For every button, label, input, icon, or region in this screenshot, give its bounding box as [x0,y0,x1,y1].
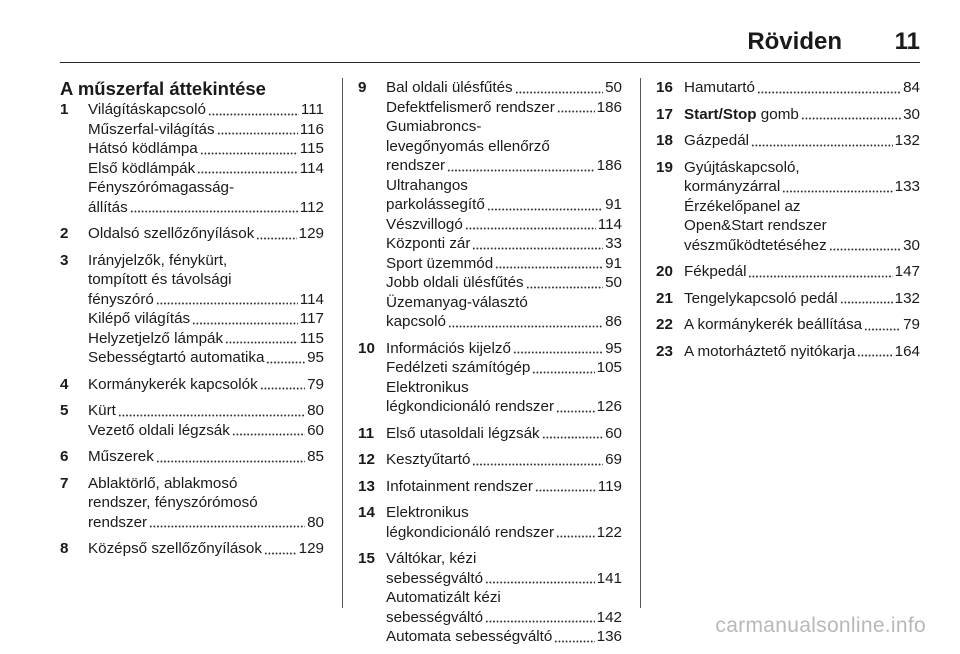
column-divider [342,78,343,608]
page-reference: 115 [299,140,324,157]
entry-line [386,78,622,98]
page-reference: 86 [605,313,622,330]
leader-dots [232,426,305,436]
column-3 [656,78,920,368]
entry-line [88,251,324,271]
leader-dots [130,203,298,213]
entry-text: Helyzetjelző lámpák [88,329,224,347]
entry-number: 17 [656,105,673,123]
entry-text: Bal oldali ülésfűtés [386,79,513,96]
index-entry-8 [60,539,324,559]
page-reference: 142 [596,608,622,626]
entry-line [88,421,324,441]
page-reference: 119 [597,477,622,495]
page-reference: 80 [307,513,324,531]
leader-dots [217,125,298,135]
entry-text-bold: Start/Stop [684,105,757,123]
leader-dots [266,354,305,364]
entry-line [684,236,920,256]
entry-lines [684,262,920,282]
entry-text [684,105,799,125]
entry-number: 3 [60,251,69,269]
entry-number: 2 [60,225,69,242]
entry-text: légkondicionáló rendszer [386,523,555,541]
page-reference: 114 [299,290,324,308]
entry-line [386,273,622,293]
page-reference: 116 [299,120,324,138]
entry-line [684,342,920,362]
page-reference: 95 [605,339,622,357]
index-entry-15 [358,549,622,647]
index-entry-5 [60,401,324,440]
leader-dots [447,162,595,172]
entry-lines [386,450,622,470]
entry-line [88,224,324,244]
page-reference: 84 [903,79,920,96]
entry-text: Open&Start rendszer [684,217,827,234]
entry-text: Váltókar, kézi [386,550,477,567]
entry-lines [386,549,622,647]
entry-text: Irányjelzők, fénykürt, [88,251,228,269]
index-entry-4 [60,375,324,395]
entry-line [386,450,622,470]
entry-text: Vészvillogó [386,215,463,233]
index-entry-10 [358,339,622,417]
page-reference: 186 [596,157,622,174]
leader-dots [829,241,901,251]
index-entry-6 [60,447,324,467]
entry-text: Műszerfal-világítás [88,120,215,138]
entry-number: 9 [358,79,367,96]
page-reference: 129 [298,225,324,242]
page-reference: 186 [596,98,622,116]
entry-text: Elektronikus [386,378,469,396]
entry-text: A kormánykerék beállítása [684,316,863,333]
entry-text: tompított és távolsági [88,271,232,288]
entry-line [386,176,622,196]
entry-number: 20 [656,263,673,280]
leader-dots [448,318,603,328]
entry-text: A motorháztető nyitókarja [684,342,856,360]
entry-line [88,474,324,494]
entry-text: vészműködtetéséhez [684,236,827,254]
entry-text: Középső szellőzőnyílások [88,540,262,557]
leader-dots [260,380,305,390]
leader-dots [532,364,594,374]
entry-line [386,549,622,569]
entry-number: 8 [60,540,69,557]
page-reference: 85 [307,448,324,465]
index-entry-22 [656,315,920,335]
index-entry-21 [656,289,920,309]
entry-text: parkolássegítő [386,196,485,213]
entry-lines [684,342,920,362]
entry-text: sebességváltó [386,608,484,626]
leader-dots [801,110,901,120]
entry-line [386,424,622,444]
page-reference: 80 [307,402,324,419]
entry-line [684,158,920,178]
page-reference: 60 [307,421,324,439]
index-entry-11 [358,424,622,444]
leader-dots [748,268,892,278]
leader-dots [857,347,892,357]
entry-number: 21 [656,289,673,307]
entry-line [386,503,622,523]
leader-dots [556,528,595,538]
entry-number: 10 [358,339,375,357]
entry-text: légkondicionáló rendszer [386,398,555,415]
entry-text: Világításkapcsoló [88,101,206,118]
leader-dots [864,321,901,331]
leader-dots [208,106,299,116]
leader-dots [556,403,595,413]
watermark: carmanualsonline.info [715,614,926,637]
page-reference: 133 [894,178,920,195]
entry-line [88,100,324,120]
leader-dots [751,137,893,147]
page-reference: 136 [596,628,622,645]
leader-dots [526,279,603,289]
entry-line [386,98,622,118]
entry-line [684,78,920,98]
entry-text: Kilépő világítás [88,310,191,327]
index-entry-18 [656,131,920,151]
entry-number: 18 [656,132,673,149]
entry-text: Sebességtartó automatika [88,349,265,366]
page-reference: 147 [894,263,920,280]
page-reference: 114 [299,159,324,177]
entry-text: Jobb oldali ülésfűtés [386,274,524,291]
page-reference: 115 [299,329,324,347]
entry-lines [386,78,622,332]
column-2 [358,78,622,654]
entry-lines [684,105,920,125]
index-entry-9 [358,78,622,332]
page-reference: 91 [605,254,622,272]
entry-text: Gázpedál [684,132,750,149]
leader-dots [197,164,298,174]
entry-number: 22 [656,316,673,333]
entry-text: Kormánykerék kapcsolók [88,375,258,393]
index-entry-3 [60,251,324,368]
entry-number: 12 [358,451,375,468]
leader-dots [465,220,596,230]
entry-line [88,513,324,533]
entry-line [88,270,324,290]
entry-text: Sport üzemmód [386,254,494,272]
page-reference: 129 [298,540,324,557]
leader-dots [757,84,901,94]
entry-line [684,262,920,282]
entry-text: Üzemanyag-választó [386,293,528,311]
index-entry-13 [358,477,622,497]
page-reference: 141 [596,569,622,587]
entry-line [684,315,920,335]
column-1 [60,78,324,566]
leader-dots [472,456,603,466]
entry-line [386,523,622,543]
index-entry-23 [656,342,920,362]
entry-lines [386,503,622,542]
leader-dots [472,240,603,250]
entry-number: 13 [358,477,375,495]
entry-lines [386,477,622,497]
entry-line [684,216,920,236]
page-reference: 164 [894,342,920,360]
entry-lines [88,251,324,368]
page-header-title: Röviden [747,28,842,55]
entry-lines [684,78,920,98]
entry-lines [88,375,324,395]
entry-lines [88,447,324,467]
entry-line [88,309,324,329]
page-reference: 30 [903,105,920,123]
entry-line [684,289,920,309]
entry-text: Műszerek [88,448,154,465]
entry-text: Defektfelismerő rendszer [386,98,555,116]
entry-text: Oldalsó szellőzőnyílások [88,225,255,242]
page-reference: 50 [605,274,622,291]
page-header [60,14,920,63]
entry-line [386,195,622,215]
entry-line [386,312,622,332]
leader-dots [495,259,603,269]
leader-dots [557,103,595,113]
leader-dots [156,295,298,305]
page-reference: 122 [596,523,622,541]
entry-lines [88,100,324,217]
entry-number: 7 [60,474,69,492]
entry-lines [88,539,324,559]
entry-line [684,197,920,217]
entry-line [386,378,622,398]
index-entry-1 [60,100,324,217]
entry-line [88,159,324,179]
leader-dots [782,183,892,193]
entry-line [386,397,622,417]
leader-dots [485,574,595,584]
entry-number: 5 [60,402,69,419]
index-entry-14 [358,503,622,542]
entry-line [88,329,324,349]
entry-line [386,293,622,313]
entry-lines [88,224,324,244]
entry-lines [684,158,920,256]
leader-dots [515,84,603,94]
entry-lines [88,474,324,533]
entry-text: Fékpedál [684,263,747,280]
entry-line [386,339,622,359]
leader-dots [542,429,603,439]
entry-line [386,156,622,176]
entry-line [88,401,324,421]
entry-number: 4 [60,375,69,393]
leader-dots [840,294,893,304]
page-reference: 95 [307,349,324,366]
entry-line [386,117,622,137]
entry-text: Gumiabroncs- [386,118,482,135]
leader-dots [535,482,596,492]
entry-text: rendszer [386,157,446,174]
leader-dots [200,145,298,155]
entry-text: Ultrahangos [386,176,468,194]
section-title: A műszerfal áttekintése [60,78,266,99]
entry-line [386,588,622,608]
entry-line [386,569,622,589]
page-reference: 30 [903,236,920,254]
entry-lines [386,424,622,444]
page-number: 11 [894,28,920,55]
page-reference: 126 [596,398,622,415]
page-reference: 132 [894,132,920,149]
entry-line [88,139,324,159]
entry-number: 11 [358,424,375,442]
entry-text: Hátsó ködlámpa [88,140,198,157]
page-reference: 91 [605,196,622,213]
leader-dots [118,407,305,417]
entry-text: Kesztyűtartó [386,451,471,468]
entry-line [386,215,622,235]
page-reference: 50 [605,79,622,96]
page-reference: 132 [894,289,920,307]
entry-text: sebességváltó [386,569,484,587]
entry-text: kapcsoló [386,313,446,330]
entry-line [88,198,324,218]
page-reference: 79 [307,375,324,393]
entry-number: 15 [358,550,375,567]
entry-number: 1 [60,101,69,118]
entry-text: Gyújtáskapcsoló, [684,158,800,176]
entry-lines [386,339,622,417]
entry-line [88,539,324,559]
entry-line [386,358,622,378]
entry-text: Infotainment rendszer [386,477,533,495]
leader-dots [513,344,603,354]
entry-text: Kürt [88,402,116,419]
entry-line [386,627,622,647]
entry-text: Ablaktörlő, ablakmosó [88,474,238,492]
entry-number: 6 [60,448,69,465]
entry-line [88,375,324,395]
leader-dots [156,453,305,463]
page-reference: 33 [605,235,622,252]
leader-dots [256,230,296,240]
entry-text: Fényszórómagasság- [88,179,235,196]
entry-number: 14 [358,504,375,521]
entry-text: Elektronikus [386,504,469,521]
entry-line [88,178,324,198]
leader-dots [225,334,298,344]
entry-text: Tengelykapcsoló pedál [684,289,838,307]
column-divider [640,78,641,608]
leader-dots [554,633,594,643]
entry-line [386,234,622,254]
page-reference: 69 [605,451,622,468]
entry-line [684,177,920,197]
entry-line [88,290,324,310]
entry-text: kormányzárral [684,178,781,195]
entry-text: rendszer [88,513,148,531]
index-entry-19 [656,158,920,256]
entry-number: 16 [656,79,673,96]
entry-text: állítás [88,198,128,216]
entry-text: rendszer, fényszórómosó [88,494,258,511]
leader-dots [192,315,298,325]
entry-text: Információs kijelző [386,339,511,357]
entry-line [386,137,622,157]
entry-number: 23 [656,342,673,360]
leader-dots [485,613,595,623]
index-entry-12 [358,450,622,470]
entry-line [88,493,324,513]
entry-text: levegőnyomás ellenőrző [386,137,550,155]
entry-text: Automatizált kézi [386,589,501,606]
entry-text: Központi zár [386,235,471,252]
leader-dots [264,545,297,555]
entry-text: Első utasoldali légzsák [386,424,540,442]
entry-line [88,120,324,140]
page-reference: 60 [605,424,622,442]
page-reference: 105 [596,359,622,376]
entry-lines [88,401,324,440]
page-reference: 112 [299,198,324,216]
page-reference: 111 [300,101,324,118]
entry-text: Érzékelőpanel az [684,197,801,215]
entry-line [88,348,324,368]
entry-line [386,477,622,497]
page-reference: 114 [597,215,622,233]
entry-lines [684,131,920,151]
entry-text-rest: gomb [756,105,799,123]
entry-number: 19 [656,158,673,176]
entry-lines [684,289,920,309]
leader-dots [149,518,305,528]
entry-line [386,254,622,274]
entry-line [684,105,920,125]
page-reference: 117 [299,310,324,327]
entry-lines [684,315,920,335]
entry-line [684,131,920,151]
entry-text: Első ködlámpák [88,159,196,177]
entry-text: fényszóró [88,290,154,308]
entry-line [88,447,324,467]
page-reference: 79 [903,316,920,333]
index-entry-2 [60,224,324,244]
index-entry-7 [60,474,324,533]
index-entry-16 [656,78,920,98]
entry-text: Vezető oldali légzsák [88,421,230,439]
leader-dots [487,201,603,211]
entry-line [386,608,622,628]
entry-text: Automata sebességváltó [386,628,553,645]
index-entry-17 [656,105,920,125]
entry-text: Fedélzeti számítógép [386,359,531,376]
entry-text: Hamutartó [684,79,755,96]
index-entry-20 [656,262,920,282]
